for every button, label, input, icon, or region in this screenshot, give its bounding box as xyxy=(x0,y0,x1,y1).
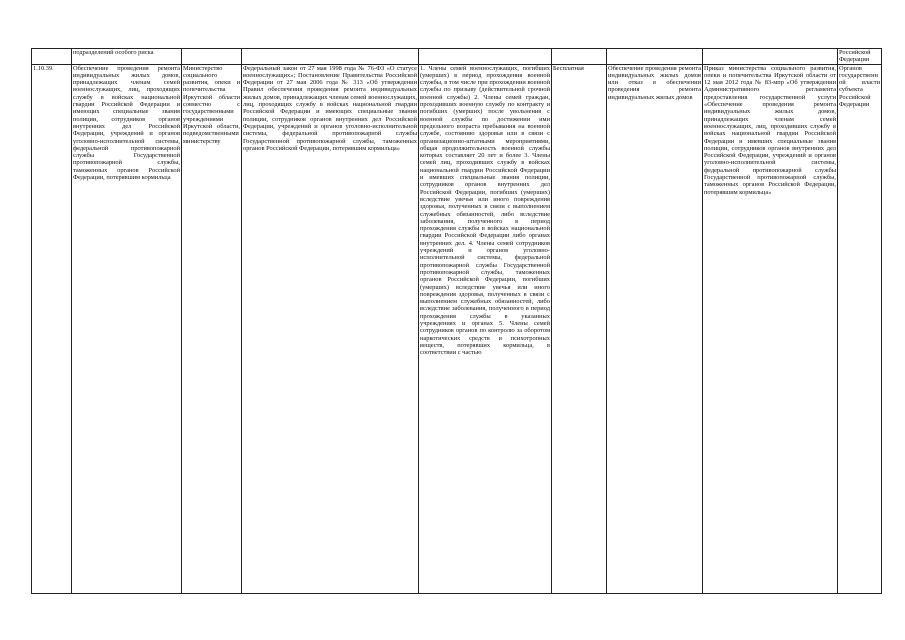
cell-fee xyxy=(552,49,607,65)
cell-legal-basis xyxy=(242,49,419,65)
registry-table xyxy=(31,48,882,594)
table-row-1-10-39 xyxy=(32,64,882,593)
cell-authority: Министерство социального развития, опеки и попечительства Иркутской области совместно с государственными учреждениями Иркутской области, подведомственными министерству xyxy=(182,64,242,593)
cell-regulation xyxy=(703,49,838,65)
cell-level: Органов государственной власти субъекта Российской Федерации xyxy=(838,64,882,593)
cell-recipients: 1. Члены семей военнослужащих, погибших (умерших) в период прохождения военной службы, в том числе при прохождении военной службы по призыву (действительной срочной военной службы) 2. Члены семей граждан, проходивших военную службу по контракту и погибших (умерших) после увольнения с военной службы по достижении ими предельного возраста пребывания на военной службе, состоянию здоровья или в связи с организационно-штатными мероприятиями, общая продолжительность военной службы которых составляет 20 лет и более 3. Члены семей лиц, проходивших службу в войсках национальной гвардии Российской Федерации и имевших специальные звания полиции, сотрудников органов внутренних дел Российской Федерации, погибших (умерших) вследствие увечья или иного повреждения здоровья, полученных в связи с выполнением служебных обязанностей, либо вследствие заболевания, полученного в период прохождения службы в войсках национальной гвардии Российской Федерации либо органах внутренних дел. 4. Члены семей сотрудников учреждений и органов уголовно-исполнительной системы, федеральной противопожарной службы Государственной противопожарной службы, таможенных органов Российской Федерации, погибших (умерших) вследствие увечья или иного повреждения здоровья, полученных в связи с выполнением служебных обязанностей, либо вследствие заболевания, полученного в период прохождения службы в указанных учреждениях и органах 5. Члены семей сотрудников органов по контролю за оборотом наркотических средств и психотропных веществ, потерявших кормильца, в соответствии с частью xyxy=(419,64,552,593)
cell-number: 1.10.39. xyxy=(32,64,72,593)
cell-fee: Бесплатная xyxy=(552,64,607,593)
cell-result: Обеспечение проведения ремонта индивидуальных жилых домов или отказ в обеспечении проведения ремонта индивидуальных жилых домов xyxy=(607,64,703,593)
table-row-continuation xyxy=(32,49,882,65)
cell-result xyxy=(607,49,703,65)
cell-regulation: Приказ министерства социального развития, опеки и попечительства Иркутской области от 12 мая 2012 года № 83-мпр «Об утверждении Административного регламента предоставления государственной услуги «Обеспечение проведения ремонта индивидуальных жилых домов, принадлежащих членам семей военнослужащих, лиц, проходивших службу в войсках национальной гвардии Российской Федерации и имевших специальные звания полиции, сотрудников органов внутренних дел Российской Федерации, учреждений и органов уголовно-исполнительной системы, федеральной противопожарной службы Государственной противопожарной службы, таможенных органов Российской Федерации, потерявшим кормильца» xyxy=(703,64,838,593)
cell-level: Российской Федерации xyxy=(838,49,882,65)
cell-service: подразделений особого риска xyxy=(72,49,182,65)
cell-legal-basis: Федеральный закон от 27 мая 1998 года № 76-ФЗ «О статусе военнослужащих»; Постановление Правительства Российской Федерации от 27 мая 2006 года № 313 «Об утверждении Правил обеспечения проведения ремонта индивидуальных жилых домов, принадлежащих членам семей военнослужащих, лиц, проходящих службу в войсках национальной гвардии Российской Федерации и имеющих специальные звания полиции, сотрудников органов внутренних дел Российской Федерации, учреждений и органов уголовно-исполнительной системы, федеральной противопожарной службы Государственной противопожарной службы, таможенных органов Российской Федерации, потерявшим кормильца» xyxy=(242,64,419,593)
cell-authority xyxy=(182,49,242,65)
cell-number xyxy=(32,49,72,65)
cell-recipients xyxy=(419,49,552,65)
cell-service: Обеспечение проведения ремонта индивидуальных жилых домов, принадлежащих членам семей военнослужащих, лиц, проходящих службу в войсках национальной гвардии Российской Федерации и имеющих специальные звания полиции, сотрудников органов внутренних дел Российской Федерации, учреждений и органов уголовно-исполнительной системы, федеральной противопожарной службы Государственной противопожарной службы, таможенных органов Российской Федерации, потерявшим кормильца xyxy=(72,64,182,593)
